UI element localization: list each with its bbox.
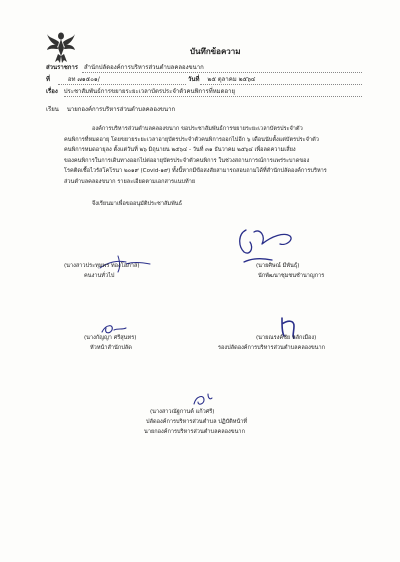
agency-value: สำนักปลัดองค์การบริหารส่วนตำบลคลองขนาก [83,64,204,71]
subject-value: ประชาสัมพันธ์การขยายระยะเวลาบัตรประจำตัวคนพิการที่หมดอายุ [63,88,236,95]
signatory-5-position-line2: นายกองค์การบริหารส่วนตำบลคลองขนาก [144,429,245,435]
signatory-1-name: (นางสาวประทุมพร ทองโอภาส) [64,263,140,269]
body-line: ของคนพิการในการเดินทางออกไปต่ออายุบัตรประจำตัวคนพิการ ในช่วงสถานการณ์การแพร่ระบาดของ [64,157,310,164]
signatory-2-position: นักพัฒนาชุมชนชำนาญการ [258,273,325,279]
ref-value: อท ๗๑๕๐๑/ [67,76,100,83]
body-line: องค์การบริหารส่วนตำบลคลองขนาก ขอประชาสัมพันธ์การขยายระยะเวลาบัตรประจำตัว [92,126,303,132]
ref-row [46,76,100,84]
signatory-3-name: (นางกัญญา ศรีสุนทร) [84,335,137,341]
garuda-emblem-icon [46,30,76,64]
date-value: ๒๕ ตุลาคม ๒๕๖๔ [207,76,256,83]
date-label: วันที่ [188,76,200,83]
closing-line: จึงเรียนมาเพื่อขออนุมัติประชาสัมพันธ์ [92,201,183,207]
body-line: ส่วนตำบลคลองขนาก รายละเอียดตามเอกสารแนบท้าย [64,178,196,185]
subject-row [46,88,235,96]
ref-underline [58,84,186,85]
signatory-2-name: (นายศิษณ์ มีพันธุ์) [256,263,300,269]
subject-underline [64,96,362,97]
subject-label: เรื่อง [46,88,58,95]
to-row [46,106,175,114]
date-underline [200,84,362,85]
signatory-3-position: หัวหน้าสำนักปลัด [90,345,132,351]
ref-label: ที่ [46,76,50,83]
to-label: เรียน [46,106,59,113]
signatory-5-name: (นางสาวณัฐกานต์ แก้วศรี) [150,409,215,415]
signatory-4-position: รองปลัดองค์การบริหารส่วนตำบลคลองขนาก [218,345,326,351]
agency-label: ส่วนราชการ [46,64,79,71]
body-line: คนพิการหมดอายุลง ตั้งแต่วันที่ ๒๖ มิถุนายน ๒๕๖๔ - วันที่ ๓๑ ธันวาคม ๒๕๖๔ เพื่อลดความเสี่ยง [64,147,296,153]
memo-body [64,124,354,187]
agency-underline [82,72,362,73]
signatory-1-position: คนงานทั่วไป [84,273,115,279]
memo-title: บันทึกข้อความ [190,47,241,56]
signatory-5-position-line1: ปลัดองค์การบริหารส่วนตำบล ปฏิบัติหน้าที่ [146,419,248,425]
agency-row [46,64,204,72]
signatory-4-name: (นายณรงค์ชัย หลักเมือง) [256,335,317,341]
body-line: โรคติดเชื้อไวรัสโคโรนา ๒๐๑๙ (Covid-๑๙) ทั้งนี้หากมีข้อสงสัยสามารถสอบถามได้ที่สำนักปลัดองค์การบริหาร [64,168,327,174]
body-line: คนพิการที่หมดอายุ โดยขยายระยะเวลาอายุบัตรประจำตัวคนพิการออกไปอีก ๖ เดือนนับตั้งแต่บัตรประจำตัว [64,136,319,143]
date-row [188,76,255,84]
to-value: นายกองค์การบริหารส่วนตำบลคลองขนาก [66,106,176,113]
